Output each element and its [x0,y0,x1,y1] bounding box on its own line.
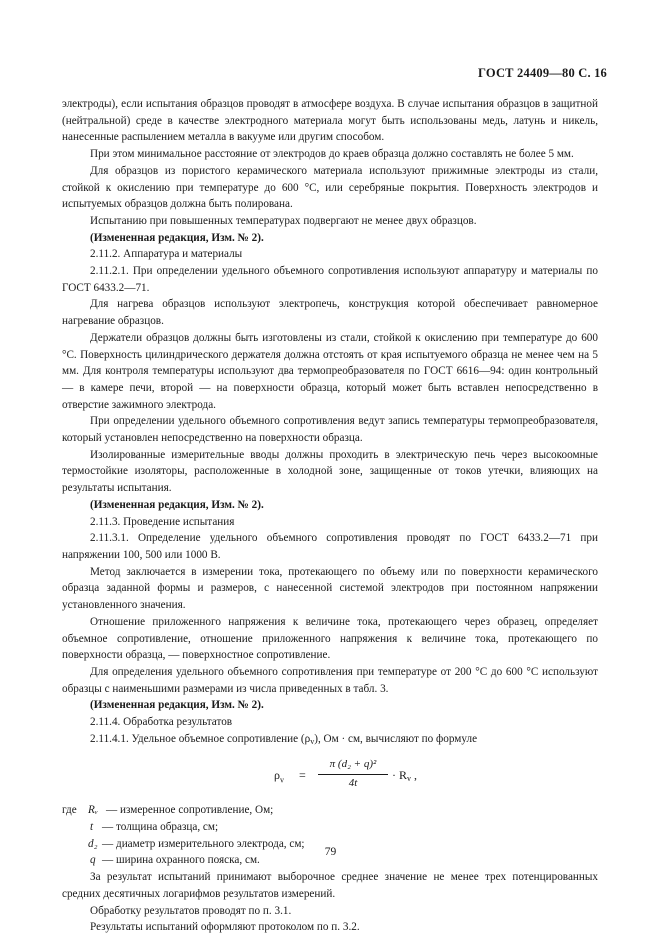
formula-fraction [318,756,388,791]
formula-denominator: 4t [348,777,358,790]
formula-intro: 2.11.4.1. Удельное объемное сопротивление $(\rho_v)$, Ом · см, вычисляют по формуле [90,732,478,746]
amendment-note: (Измененная редакция, Изм. № 2). [90,498,264,511]
paragraph: Обработку результатов проводят по п. 3.1. [90,904,292,917]
paragraph: Испытанию при повышенных температурах подвергают не менее двух образцов. [90,214,477,227]
formula-equals: = [299,768,306,783]
paragraph: Результаты испытаний оформляют протоколом по п. 3.2. [90,921,360,934]
formula-multiplier: · $R_v$ , [392,768,417,784]
paragraph: Для образцов из пористого керамического материала используют прижимные электроды из стали, стойкой к окислению при температуре до 600 °С, или серебряные покрытия. Поверхность электродов и испытуемых образцов должна быть полирована. [62,164,598,211]
document-body [62,96,598,936]
paragraph: Изолированные измерительные вводы должны проходить в электрическую печь через высокоомные термостойкие изоляторы, расположенные в холодной зоне, защищенные от токов утечки, влияющих на результаты испытания. [62,448,598,495]
paragraph: Метод заключается в измерении тока, протекающего по объему или по поверхности керамического образца заданной формы и размеров, с нанесенной системой электродов при постоянном напряжении установленного значения. [62,565,598,612]
section-heading: 2.11.2. Аппаратура и материалы [90,248,243,261]
paragraph: 2.11.2.1. При определении удельного объемного сопротивления используют аппаратуру и материалы по ГОСТ 6433.2—71. [62,265,598,294]
definition-row: q — ширина охранного пояска, см. [90,854,260,867]
paragraph: Для нагрева образцов используют электропечь, конструкция которой обеспечивает равномерное нагревание образцов. [62,298,598,328]
paragraph: электроды), если испытания образцов проводят в атмосфере воздуха. В случае испытания образцов в защитной (нейтральной) среде в качестве электродного материала могут быть использованы медь, латунь и никель, нанесенные распылением металла в вакууме или другим способом. [62,98,598,144]
amendment-note: (Измененная редакция, Изм. № 2). [90,699,264,712]
paragraph: При этом минимальное расстояние от электродов до краев образца должно составлять не более 5 мм. [90,148,574,161]
section-heading: 2.11.4. Обработка результатов [90,716,233,729]
section-heading: 2.11.3. Проведение испытания [90,515,235,528]
formula-lhs: $\rho_v$ [274,768,284,785]
definition-row: t — толщина образца, см; [90,821,219,834]
page-number: 79 [324,846,337,858]
page-header: ГОСТ 24409—80 С. 16 [478,66,607,80]
amendment-note: (Измененная редакция, Изм. № 2). [90,231,264,244]
definition-row: где Rᵥ — измеренное сопротивление, Ом; [62,804,274,817]
definition-row: d₂ — диаметр измерительного электрода, см; [88,837,305,850]
paragraph: За результат испытаний принимают выборочное среднее значение не менее трех потенцированных средних десятичных логарифмов результатов измерений. [62,871,598,900]
paragraph: Отношение приложенного напряжения к величине тока, протекающего через образец, определяет объемное сопротивление, отношение приложенного напряжения к величине тока, протекающего по поверхности образца, — поверхностное сопротивление. [62,615,598,662]
paragraph: При определении удельного объемного сопротивления ведут запись температуры термопреобразователя, который установлен непосредственно на поверхности образца. [62,415,598,445]
formula-numerator: π (d₂ + q)² [318,756,388,775]
paragraph: 2.11.3.1. Определение удельного объемного сопротивления проводят по ГОСТ 6433.2—71 при напряжении 100, 500 или 1000 В. [62,532,598,561]
variable-definitions [62,802,598,869]
paragraph: Для определения удельного объемного сопротивления при температуре от 200 °С до 600 °С используют образцы с наименьшими размерами из числа приведенных в табл. 3. [62,665,598,695]
resistivity-formula [62,750,598,802]
paragraph: Держатели образцов должны быть изготовлены из стали, стойкой к окислению при температуре до 600 °С. Поверхность цилиндрического держателя должна отстоять от края испытуемого образца не менее чем на 5 мм. Для контроля температуры используют два термопреобразователя по ГОСТ 6616—94: один контрольный — в камере печи, второй — на поверхности образца, который может быть вставлен непосредственно в отверстие зажимного электрода. [62,331,598,411]
